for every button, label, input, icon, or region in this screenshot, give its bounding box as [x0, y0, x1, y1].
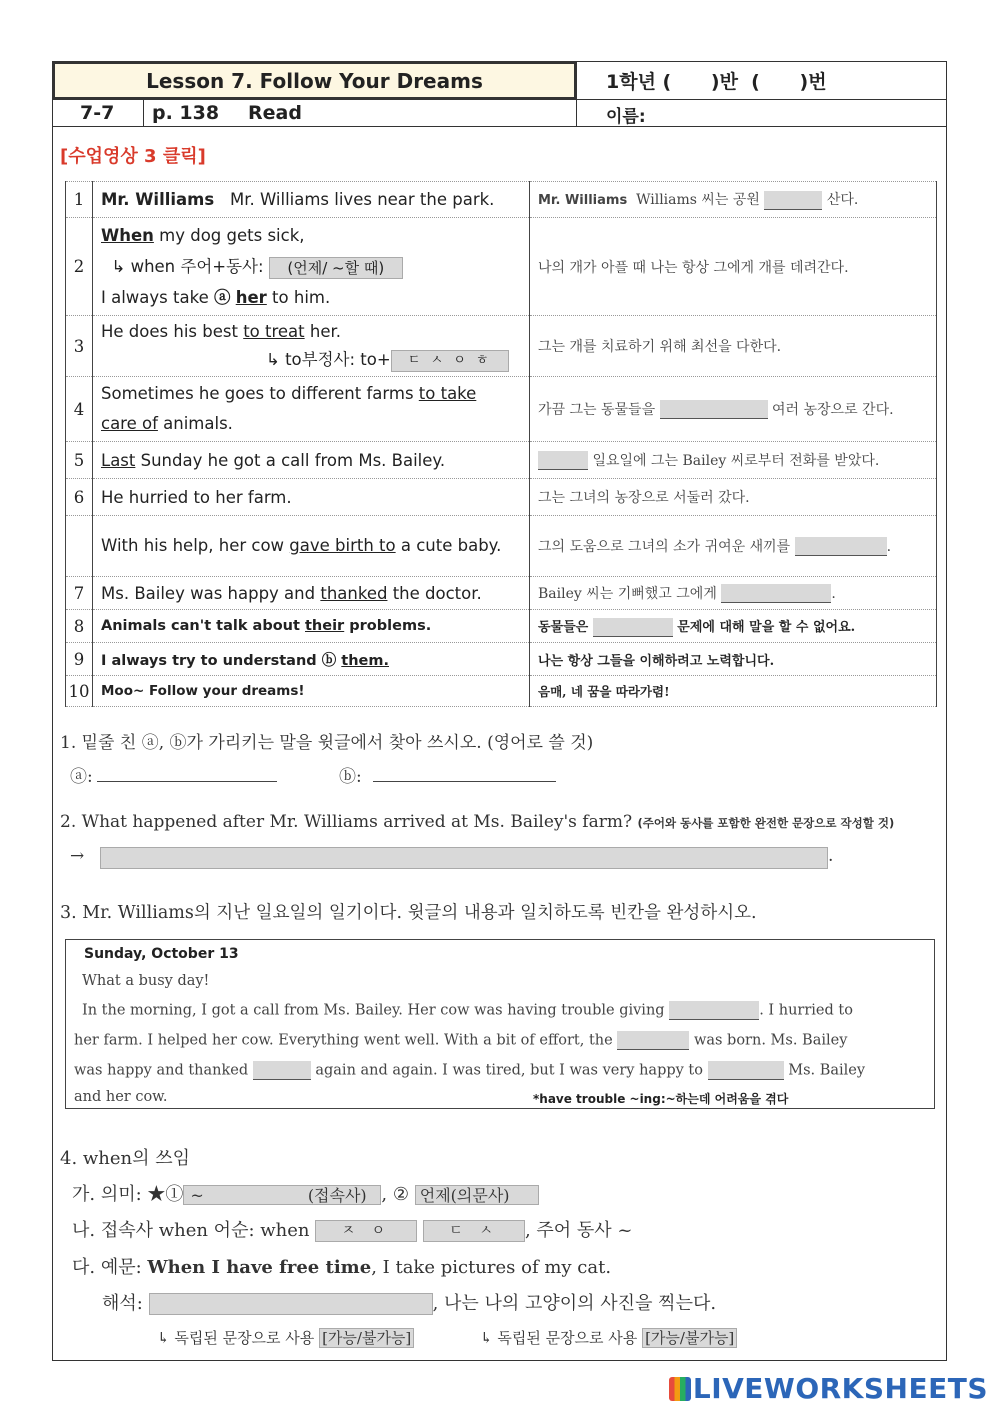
- diary-line: What a busy day!: [82, 973, 210, 989]
- logo-text: LIVEWORKSHEETS: [692, 1372, 988, 1405]
- korean-cell: [530, 442, 937, 479]
- grammar-answer-field[interactable]: ㄷ ㅅ ㅇ ㅎ: [391, 350, 509, 372]
- diary-blank-3[interactable]: [253, 1061, 311, 1080]
- english-cell: [93, 516, 530, 577]
- english-cell: [93, 377, 530, 442]
- korean-cell: 그는 개를 치료하기 위해 최선을 다한다.: [530, 316, 937, 377]
- english-sentence: to him.: [272, 288, 331, 307]
- english-cell: [93, 316, 530, 377]
- english-cell: [93, 442, 530, 479]
- korean-text: Bailey 씨는 기뻐했고 그에게: [538, 585, 717, 602]
- question-4: 4. when의 쓰임: [60, 1148, 191, 1169]
- korean-text: 일요일에 그는 Bailey 씨로부터 전화를 받았다.: [592, 452, 880, 469]
- diary-line: [74, 1031, 929, 1050]
- q1-b-answer[interactable]: [373, 763, 556, 782]
- row-number: 1: [66, 182, 93, 218]
- lesson-title-box: [53, 62, 576, 99]
- row-number: 10: [66, 676, 93, 707]
- underlined-word: Last: [101, 450, 136, 470]
- q4-example-rest: , I take pictures of my cat.: [371, 1257, 612, 1278]
- q4-footnote-text: ↳ 독립된 문장으로 사용: [157, 1329, 315, 1347]
- korean-text: 그의 도움으로 그녀의 소가 귀여운 새끼를: [538, 538, 791, 555]
- underlined-word: When: [101, 226, 154, 245]
- table-row: [66, 676, 937, 707]
- table-row: [66, 610, 937, 643]
- underlined-word: to treat: [243, 322, 305, 341]
- question-2-note: (주어와 동사를 포함한 완전한 문장으로 작성할 것): [637, 816, 895, 830]
- question-2: [60, 812, 894, 832]
- english-sentence: Animals can't talk about: [101, 618, 300, 634]
- table-row: [66, 218, 937, 316]
- table-row: [66, 516, 937, 577]
- english-sentence: the doctor.: [392, 583, 482, 603]
- name-label: 이름:: [606, 107, 646, 127]
- english-sentence: her.: [309, 322, 342, 341]
- row-number: 2: [66, 218, 93, 316]
- row-number: 4: [66, 377, 93, 442]
- row-number: 9: [66, 643, 93, 676]
- korean-cell: 음매, 네 꿈을 따라가렴!: [530, 676, 937, 707]
- diary-line: and her cow.: [74, 1089, 168, 1105]
- english-sentence: I always take: [101, 288, 209, 307]
- activity-label: Read: [248, 102, 302, 124]
- q1-a-answer[interactable]: [97, 763, 277, 782]
- q4-field-text: (접속사): [307, 1186, 367, 1205]
- row-number: 7: [66, 577, 93, 610]
- row-number: 6: [66, 479, 93, 516]
- underlined-word: to take: [418, 384, 477, 403]
- diary-text: was happy and thanked: [74, 1062, 249, 1079]
- english-sentence: He does his best: [101, 322, 238, 341]
- q4-example-bold: When I have free time: [147, 1257, 372, 1278]
- question-1: 1. 밑줄 친 ⓐ, ⓑ가 가리키는 말을 윗글에서 찾아 쓰시오. (영어로 쓸 것): [60, 733, 594, 753]
- q4-separator: ,: [381, 1184, 388, 1205]
- q4-field-text: ~: [190, 1186, 204, 1205]
- korean-text: 동물들은: [538, 619, 589, 635]
- diary-box: [65, 939, 935, 1109]
- q4-word-order-label: 나. 접속사 when 어순: when: [72, 1220, 310, 1241]
- diary-blank-2[interactable]: [617, 1031, 689, 1050]
- q4-order-field-1[interactable]: ㅈ ㅇ: [315, 1220, 417, 1242]
- speaker-label: Mr. Williams: [538, 193, 628, 209]
- q4-translation-label: 해석:: [102, 1293, 143, 1314]
- q2-answer[interactable]: [100, 847, 828, 869]
- q4-footnote-2: [480, 1327, 737, 1348]
- speaker-label: Mr. Williams: [101, 190, 215, 209]
- diary-date: Sunday, October 13: [84, 946, 239, 962]
- underlined-word: gave birth to: [289, 536, 396, 555]
- page-number: p. 138: [152, 102, 220, 124]
- korean-cell: 나는 항상 그들을 이해하려고 노력합니다.: [530, 643, 937, 676]
- q1-a-label: ⓐ:: [70, 767, 93, 787]
- english-cell: He hurried to her farm.: [93, 479, 530, 516]
- korean-cell: [530, 377, 937, 442]
- q4-meaning-field-2[interactable]: 언제(의문사): [415, 1185, 539, 1205]
- section-divider: [143, 100, 144, 126]
- answer-blank[interactable]: [538, 451, 588, 470]
- row-number: 8: [66, 610, 93, 643]
- english-sentence: Ms. Bailey was happy and: [101, 583, 316, 603]
- grammar-note: ↳ when 주어+동사:: [111, 257, 264, 276]
- lesson-title: Lesson 7. Follow Your Dreams: [146, 69, 483, 93]
- korean-text: Williams 씨는 공원: [636, 192, 760, 209]
- marker-b: ⓑ: [321, 652, 337, 669]
- table-row: [66, 479, 937, 516]
- diary-blank-1[interactable]: [669, 1001, 759, 1020]
- q4-meaning-label: 가. 의미: ★①: [72, 1184, 184, 1205]
- korean-cell: 나의 개가 아플 때 나는 항상 그에게 개를 데려간다.: [530, 218, 937, 316]
- header-bottom-line: [53, 126, 947, 127]
- liveworksheets-logo: [669, 1372, 988, 1405]
- underlined-word: thanked: [320, 583, 388, 603]
- class-info: 1학년 ( )반 ( )번: [606, 71, 827, 93]
- korean-cell: [530, 610, 937, 643]
- grammar-note: ↳ to부정사: to+: [266, 350, 391, 369]
- underlined-word: her: [235, 288, 267, 307]
- english-cell: [93, 610, 530, 643]
- video-link[interactable]: [수업영상 3 클릭]: [60, 146, 206, 167]
- english-sentence: my dog gets sick,: [153, 226, 305, 245]
- underlined-word: their: [305, 618, 345, 634]
- section-number: 7-7: [80, 102, 115, 124]
- english-sentence: With his help, her cow: [101, 536, 285, 555]
- q4-translation: [102, 1289, 716, 1315]
- row-number: [66, 516, 93, 577]
- q1-b-label: ⓑ:: [339, 767, 362, 787]
- table-row: [66, 377, 937, 442]
- q4-order-field-2[interactable]: ㄷ ㅅ: [423, 1220, 525, 1242]
- q4-footnote-text: ↳ 독립된 문장으로 사용: [480, 1329, 638, 1347]
- diary-note: *have trouble ~ing:~하는데 어려움을 겪다: [533, 1092, 789, 1106]
- underlined-word: them.: [341, 652, 389, 669]
- diary-line: [74, 1061, 929, 1080]
- q2-arrow: →: [70, 846, 85, 866]
- answer-blank[interactable]: [721, 584, 831, 603]
- korean-text: 산다.: [826, 192, 859, 209]
- q4-translation-rest: , 나는 나의 고양이의 사진을 찍는다.: [432, 1293, 717, 1314]
- english-sentence: I always try to understand: [101, 652, 317, 669]
- q4-choice-field-1[interactable]: [가능/불가능]: [319, 1328, 414, 1348]
- header-divider: [53, 99, 947, 100]
- q4-translation-field[interactable]: [149, 1293, 433, 1315]
- diary-text: again and again. I was tired, but I was very happy to: [315, 1062, 703, 1079]
- grammar-answer-field[interactable]: (언제/ ~할 때): [269, 257, 403, 279]
- english-cell: [93, 577, 530, 610]
- answer-blank[interactable]: [593, 618, 673, 637]
- english-cell: Moo~ Follow your dreams!: [93, 676, 530, 707]
- table-row: [66, 643, 937, 676]
- diary-text: was born. Ms. Bailey: [693, 1032, 848, 1049]
- korean-cell: 그는 그녀의 농장으로 서둘러 갔다.: [530, 479, 937, 516]
- english-cell: [93, 643, 530, 676]
- table-row: [66, 577, 937, 610]
- underlined-word: care of: [101, 414, 158, 433]
- table-row: [66, 182, 937, 218]
- q4-example: [72, 1253, 611, 1279]
- english-sentence: Sometimes he goes to different farms: [101, 384, 414, 403]
- english-sentence: Mr. Williams lives near the park.: [229, 190, 495, 209]
- q4-meaning-field-1[interactable]: [183, 1185, 381, 1205]
- table-row: [66, 442, 937, 479]
- korean-cell: [530, 182, 937, 218]
- answer-blank[interactable]: [764, 191, 822, 210]
- korean-text: 문제에 대해 말을 할 수 없어요.: [677, 619, 856, 635]
- q2-period: .: [828, 846, 834, 866]
- marker-a: ⓐ: [213, 288, 231, 307]
- q4-meaning: [72, 1180, 539, 1206]
- reading-table: [65, 181, 937, 707]
- header-vdivider: [576, 62, 577, 126]
- q4-choice-field-2[interactable]: [가능/불가능]: [642, 1328, 737, 1348]
- diary-text: Ms. Bailey: [788, 1062, 866, 1079]
- english-sentence: animals.: [163, 414, 233, 433]
- korean-cell: 그의 도움으로 그녀의 소가 귀여운 새끼를 .: [530, 516, 937, 577]
- diary-blank-4[interactable]: [708, 1061, 784, 1080]
- english-sentence: Sunday he got a call from Ms. Bailey.: [140, 450, 446, 470]
- korean-cell: Bailey 씨는 기뻐했고 그에게 .: [530, 577, 937, 610]
- question-2-text: 2. What happened after Mr. Williams arrived at Ms. Bailey's farm?: [60, 812, 633, 832]
- korean-text: 여러 농장으로 간다.: [772, 401, 894, 418]
- q4-word-order-end: , 주어 동사 ~: [524, 1220, 633, 1241]
- english-sentence: problems.: [349, 618, 432, 634]
- english-cell: [93, 182, 530, 218]
- logo-icon: [669, 1377, 691, 1401]
- english-cell: [93, 218, 530, 316]
- row-number: 3: [66, 316, 93, 377]
- answer-blank[interactable]: [660, 400, 768, 419]
- q4-word-order: [72, 1216, 633, 1242]
- row-number: 5: [66, 442, 93, 479]
- q4-footnote-1: [157, 1327, 414, 1348]
- question-3: 3. Mr. Williams의 지난 일요일의 일기이다. 윗글의 내용과 일치하도록 빈칸을 완성하시오.: [60, 903, 757, 923]
- q4-example-label: 다. 예문:: [72, 1257, 142, 1278]
- english-sentence: a cute baby.: [400, 536, 502, 555]
- diary-text: . I hurried to: [759, 1002, 853, 1019]
- table-row: [66, 316, 937, 377]
- diary-text: her farm. I helped her cow. Everything went well. With a bit of effort, the: [74, 1032, 613, 1049]
- korean-text: 가끔 그는 동물들을: [538, 401, 656, 418]
- diary-text: In the morning, I got a call from Ms. Bailey. Her cow was having trouble giving: [82, 1002, 665, 1019]
- diary-line: [82, 1001, 928, 1020]
- q4-number: ②: [392, 1184, 410, 1205]
- answer-blank[interactable]: [795, 537, 887, 556]
